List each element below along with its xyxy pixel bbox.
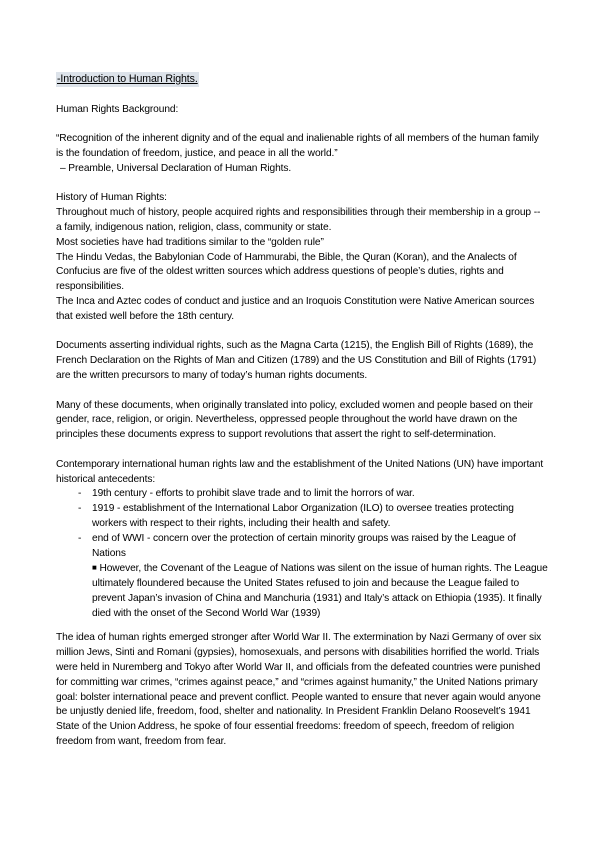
background-heading: Human Rights Background: bbox=[56, 103, 179, 115]
history-heading: History of Human Rights: bbox=[56, 192, 167, 204]
document-title-line bbox=[56, 72, 548, 88]
document-page bbox=[56, 72, 548, 750]
post-ww2-paragraph: The idea of human rights emerged stronger after World War II. The extermination by Nazi Germany of over six million Jews, Sinti and Romani (gypsies), homosexuals, and persons with disabilities horrified the world. Trials were held in Nuremberg and Tokyo after World War II, and officials from the defeated countries were punished for committing war crimes, “crimes against peace,” and “crimes against humanity,” the United Nations primary goal: bolster international peace and prevent conflict. People wanted to ensure that never again would anyone be unjustly denied life, freedom, food, shelter and nationality. In President Franklin Delano Roosevelt’s 1941 State of the Union Address, he spoke of four essential freedoms: freedom of speech, freedom of religion freedom from want, freedom from fear. bbox=[56, 632, 542, 748]
sub-list-item bbox=[92, 561, 548, 621]
document-title: -Introduction to Human Rights. bbox=[57, 73, 198, 85]
contemporary-paragraph: Contemporary international human rights law and the establishment of the United Nations (UN) have important historical antecedents: bbox=[56, 458, 544, 485]
history-paragraph-2: Most societies have had traditions similar to the “golden rule” bbox=[56, 236, 324, 248]
sub-list-item-text: However, the Covenant of the League of Nations was silent on the issue of human rights. The League ultimately floundered because the United States refused to join and because the League failed to prevent Japan’s invasion of China and Manchuria (1931) and Italy’s attack on Ethiopia (1935). It finally died with the onset of the Second World War (1939) bbox=[92, 563, 548, 619]
list-item: - 19th century - efforts to prohibit slave trade and to limit the horrors of war. bbox=[78, 487, 548, 502]
history-paragraph-1: Throughout much of history, people acquired rights and responsibilities through their membership in a group -- a family, indigenous nation, religion, class, community or state. bbox=[56, 207, 541, 233]
policy-paragraph: Many of these documents, when originally translated into policy, excluded women and people based on their gender, race, religion, or origin. Nevertheless, oppressed people throughout the world have drawn on the principles these documents express to support revolutions that assert the right to self-determination. bbox=[56, 399, 533, 441]
square-bullet-icon: ■ bbox=[92, 563, 97, 573]
antecedents-list bbox=[56, 487, 548, 621]
history-paragraph-3: The Hindu Vedas, the Babylonian Code of Hammurabi, the Bible, the Quran (Koran), and the Analects of Confucius are five of the oldest written sources which address questions of people’s duties, rights and responsibilities. bbox=[56, 251, 517, 293]
list-item: - 1919 - establishment of the International Labor Organization (ILO) to oversee treaties protecting workers with respect to their rights, including their health and safety. bbox=[78, 502, 548, 532]
history-paragraph-4: The Inca and Aztec codes of conduct and justice and an Iroquois Constitution were Native American sources that existed well before the 18th century. bbox=[56, 295, 535, 322]
list-item-text: end of WWI - concern over the protection of certain minority groups was raised by the League of Nations bbox=[92, 532, 516, 559]
list-item bbox=[78, 532, 548, 622]
udhr-quote-source: – Preamble, Universal Declaration of Human Rights. bbox=[60, 162, 292, 174]
udhr-quote: “Recognition of the inherent dignity and of the equal and inalienable rights of all members of the human family is the foundation of freedom, justice, and peace in all the world.” bbox=[56, 133, 539, 159]
documents-paragraph: Documents asserting individual rights, such as the Magna Carta (1215), the English Bill of Rights (1689), the French Declaration on the Rights of Man and Citizen (1789) and the US Constitution and Bill of Rights (1791) are the written precursors to many of today’s human rights documents. bbox=[56, 340, 537, 381]
